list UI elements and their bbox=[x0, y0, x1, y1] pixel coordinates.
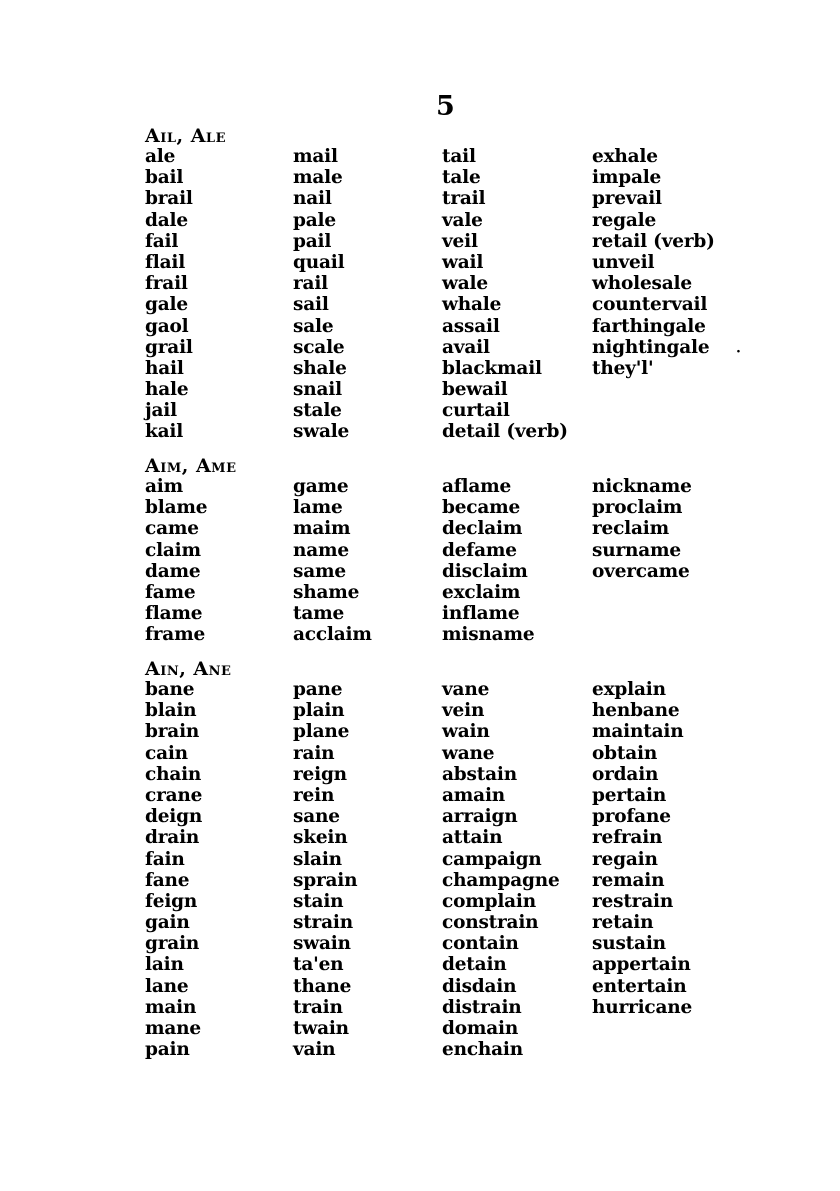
rhyme-word: misname bbox=[442, 624, 535, 646]
rhyme-word: entertain bbox=[592, 975, 687, 997]
rhyme-word: exhale bbox=[592, 146, 658, 167]
rhyme-word: acclaim bbox=[293, 624, 372, 646]
word-column bbox=[442, 146, 568, 443]
word-column bbox=[442, 476, 534, 646]
rhyme-word: ta'en bbox=[293, 954, 344, 976]
rhyme-word: fame bbox=[145, 581, 196, 603]
rhyme-word: vein bbox=[442, 700, 485, 722]
rhyme-word: assail bbox=[442, 315, 500, 337]
rhyme-section-aim-ame bbox=[145, 456, 745, 646]
rhyme-word: aflame bbox=[442, 476, 512, 497]
rhyme-word: reclaim bbox=[592, 518, 669, 540]
rhyme-word: sail bbox=[293, 294, 329, 316]
rhyme-word: deign bbox=[145, 806, 203, 828]
rhyme-word: kail bbox=[145, 421, 184, 443]
rhyme-word: rail bbox=[293, 273, 328, 295]
rhyme-word: gaol bbox=[145, 315, 189, 337]
section-heading: Ain, Ane bbox=[145, 658, 232, 680]
word-column bbox=[145, 679, 202, 1060]
rhyme-word: pail bbox=[293, 230, 332, 252]
rhyme-word: name bbox=[293, 539, 349, 561]
rhyme-word: stale bbox=[293, 400, 342, 422]
rhyme-word: skein bbox=[293, 827, 348, 849]
rhyme-word: flail bbox=[145, 251, 186, 273]
rhyme-word: appertain bbox=[592, 954, 691, 976]
rhyme-word: strain bbox=[293, 912, 353, 934]
rhyme-word: wholesale bbox=[592, 273, 692, 295]
rhyme-word: male bbox=[293, 167, 343, 189]
word-column bbox=[442, 679, 560, 1060]
rhyme-word: disclaim bbox=[442, 560, 528, 582]
rhyme-word: crane bbox=[145, 784, 203, 806]
word-column bbox=[293, 679, 357, 1060]
rhyme-word: wail bbox=[442, 251, 484, 273]
rhyme-word: sprain bbox=[293, 869, 358, 891]
word-columns bbox=[145, 679, 745, 1061]
rhyme-word: abstain bbox=[442, 763, 517, 785]
rhyme-word: wain bbox=[442, 721, 490, 743]
rhyme-word: wale bbox=[442, 273, 488, 295]
word-columns bbox=[145, 146, 745, 443]
rhyme-word: drain bbox=[145, 827, 200, 849]
rhyme-word: reign bbox=[293, 763, 347, 785]
rhyme-word: hale bbox=[145, 379, 189, 401]
rhyme-word: declaim bbox=[442, 518, 523, 540]
rhyme-word: champagne bbox=[442, 869, 560, 891]
rhyme-word: ale bbox=[145, 146, 176, 167]
rhyme-word: proclaim bbox=[592, 497, 683, 519]
rhyme-word: frail bbox=[145, 273, 188, 295]
rhyme-word: surname bbox=[592, 539, 681, 561]
rhyme-word: whale bbox=[442, 294, 502, 316]
rhyme-word: gain bbox=[145, 912, 190, 934]
rhyme-word: brain bbox=[145, 721, 200, 743]
rhyme-word: tail bbox=[442, 146, 476, 167]
rhyme-word: countervail bbox=[592, 294, 708, 316]
rhyme-word: disdain bbox=[442, 975, 517, 997]
rhyme-word: dame bbox=[145, 560, 201, 582]
rhyme-word: vain bbox=[293, 1039, 336, 1061]
rhyme-word: pain bbox=[145, 1039, 190, 1061]
rhyme-word: avail bbox=[442, 336, 490, 358]
rhyme-word: grail bbox=[145, 336, 193, 358]
rhyme-word: lane bbox=[145, 975, 189, 997]
rhyme-word: chain bbox=[145, 763, 202, 785]
rhyme-word: constrain bbox=[442, 912, 539, 934]
word-column bbox=[592, 476, 692, 582]
rhyme-word: detain bbox=[442, 954, 507, 976]
rhyme-word: scale bbox=[293, 336, 345, 358]
rhyme-word: pane bbox=[293, 679, 343, 700]
word-column bbox=[592, 146, 715, 379]
rhyme-word: trail bbox=[442, 188, 486, 210]
word-column bbox=[293, 476, 372, 646]
rhyme-word: blain bbox=[145, 700, 197, 722]
section-heading: Aim, Ame bbox=[145, 455, 237, 477]
word-column bbox=[145, 476, 207, 646]
rhyme-word: ordain bbox=[592, 763, 659, 785]
rhyme-word: bane bbox=[145, 679, 195, 700]
rhyme-word: same bbox=[293, 560, 346, 582]
rhyme-word: plain bbox=[293, 700, 345, 722]
rhyme-word: vale bbox=[442, 209, 483, 231]
rhyme-word: explain bbox=[592, 679, 666, 700]
rhyme-word: domain bbox=[442, 1018, 519, 1039]
rhyme-word: pale bbox=[293, 209, 336, 231]
rhyme-word: sane bbox=[293, 806, 340, 828]
rhyme-word: mail bbox=[293, 146, 338, 167]
rhyme-word: nail bbox=[293, 188, 332, 210]
rhyme-word: shale bbox=[293, 357, 347, 379]
rhyme-word: sale bbox=[293, 315, 334, 337]
rhyme-word: regain bbox=[592, 848, 658, 870]
rhyme-word: bewail bbox=[442, 379, 508, 401]
rhyme-section-ain-ane bbox=[145, 659, 745, 1061]
rhyme-word: dale bbox=[145, 209, 188, 231]
rhyme-word: came bbox=[145, 518, 199, 540]
rhyme-word: henbane bbox=[592, 700, 680, 722]
stray-dot-mark: · bbox=[736, 344, 741, 360]
word-columns bbox=[145, 476, 745, 646]
rhyme-word: lain bbox=[145, 954, 184, 976]
rhyme-word: jail bbox=[145, 400, 177, 422]
rhyme-word: mane bbox=[145, 1018, 201, 1039]
rhyme-word: thane bbox=[293, 975, 352, 997]
rhyme-word: bail bbox=[145, 167, 184, 189]
rhyme-word: hail bbox=[145, 357, 184, 379]
rhyme-word: arraign bbox=[442, 806, 518, 828]
rhyme-word: prevail bbox=[592, 188, 662, 210]
rhyme-word: overcame bbox=[592, 560, 690, 582]
rhyme-word: snail bbox=[293, 379, 342, 401]
rhyme-word: fail bbox=[145, 230, 179, 252]
rhyme-word: regale bbox=[592, 209, 657, 231]
rhyme-word: gale bbox=[145, 294, 188, 316]
rhyme-word: cain bbox=[145, 742, 188, 764]
rhyme-word: claim bbox=[145, 539, 201, 561]
rhyme-word: fain bbox=[145, 848, 185, 870]
rhyme-word: unveil bbox=[592, 251, 655, 273]
rhyme-word: restrain bbox=[592, 890, 674, 912]
rhyme-word: tale bbox=[442, 167, 481, 189]
rhyme-word: obtain bbox=[592, 742, 658, 764]
rhyme-word: inflame bbox=[442, 603, 520, 625]
rhyme-word: maim bbox=[293, 518, 351, 540]
rhyme-word: twain bbox=[293, 1018, 349, 1039]
rhyme-word: distrain bbox=[442, 996, 522, 1018]
rhyme-word: retain bbox=[592, 912, 654, 934]
rhyme-word: contain bbox=[442, 933, 519, 955]
rhyme-word: refrain bbox=[592, 827, 663, 849]
rhyme-word: amain bbox=[442, 784, 506, 806]
rhyme-word: aim bbox=[145, 476, 183, 497]
rhyme-word: rein bbox=[293, 784, 335, 806]
rhyme-word: hurricane bbox=[592, 996, 693, 1018]
rhyme-word: maintain bbox=[592, 721, 684, 743]
rhyme-word: sustain bbox=[592, 933, 666, 955]
rhyme-word: farthingale bbox=[592, 315, 706, 337]
rhyme-word: complain bbox=[442, 890, 537, 912]
rhyme-word: main bbox=[145, 996, 197, 1018]
rhyme-word: stain bbox=[293, 890, 344, 912]
rhyme-word: tame bbox=[293, 603, 345, 625]
rhyme-word: swale bbox=[293, 421, 350, 443]
rhyme-word: remain bbox=[592, 869, 665, 891]
rhyme-word: frame bbox=[145, 624, 206, 646]
rhyme-word: nightingale bbox=[592, 336, 710, 358]
rhyme-word: impale bbox=[592, 167, 662, 189]
rhyme-word: feign bbox=[145, 890, 198, 912]
rhyme-word: curtail bbox=[442, 400, 510, 422]
rhyme-word: enchain bbox=[442, 1039, 524, 1061]
rhyme-word: blackmail bbox=[442, 357, 542, 379]
word-column bbox=[293, 146, 349, 443]
word-column bbox=[592, 679, 692, 1018]
rhyme-word: game bbox=[293, 476, 349, 497]
rhyme-word: swain bbox=[293, 933, 351, 955]
rhyme-word: rain bbox=[293, 742, 335, 764]
rhyme-word: slain bbox=[293, 848, 342, 870]
rhyme-word: lame bbox=[293, 497, 343, 519]
rhyme-word: quail bbox=[293, 251, 345, 273]
rhyme-word: exclaim bbox=[442, 581, 521, 603]
rhyme-word: became bbox=[442, 497, 521, 519]
section-heading: Ail, Ale bbox=[145, 125, 226, 147]
rhyme-word: train bbox=[293, 996, 343, 1018]
rhyme-word: grain bbox=[145, 933, 200, 955]
rhyme-word: wane bbox=[442, 742, 495, 764]
rhyme-word: brail bbox=[145, 188, 193, 210]
rhyme-word: campaign bbox=[442, 848, 542, 870]
rhyme-word: detail (verb) bbox=[442, 421, 568, 443]
rhyme-word: attain bbox=[442, 827, 503, 849]
rhyme-word: veil bbox=[442, 230, 478, 252]
rhyme-word: plane bbox=[293, 721, 350, 743]
rhyme-word: vane bbox=[442, 679, 490, 700]
rhyme-section-ail-ale bbox=[145, 126, 745, 443]
rhyme-word: profane bbox=[592, 806, 671, 828]
rhyme-word: pertain bbox=[592, 784, 667, 806]
rhyme-word: retail (verb) bbox=[592, 230, 715, 252]
page-number: 5 bbox=[436, 91, 455, 122]
rhyme-word: flame bbox=[145, 603, 203, 625]
rhyme-word: they'l' bbox=[592, 357, 654, 379]
rhyme-word: shame bbox=[293, 581, 360, 603]
rhyme-word: blame bbox=[145, 497, 208, 519]
rhyme-word: defame bbox=[442, 539, 517, 561]
rhyme-word: fane bbox=[145, 869, 190, 891]
word-column bbox=[145, 146, 193, 443]
rhyme-word: nickname bbox=[592, 476, 692, 497]
